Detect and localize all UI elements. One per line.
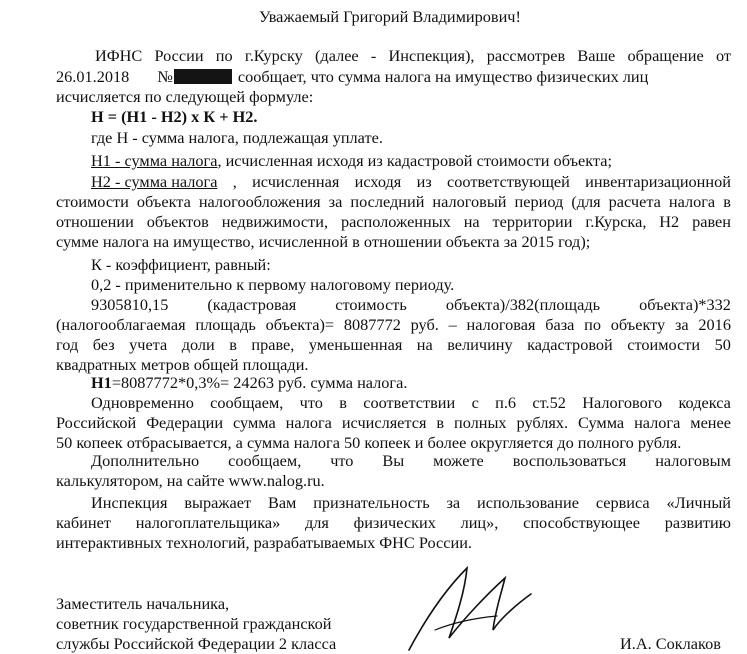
word: из [416,172,432,191]
k-coefficient: К - коэффициент, равный: [91,255,271,274]
word: что [299,393,323,412]
h2-term: Н2 - сумма налога [91,172,218,191]
word: сервиса [595,493,650,512]
word: база [545,315,575,334]
word: рассмотрев [486,46,566,65]
word: использование [477,493,579,512]
letter-date: 26.01.2018 [56,67,130,86]
word: Вы [382,451,405,470]
signatory-title-2: советник государственной гражданской [56,614,332,633]
redacted-number [174,69,232,84]
gratitude-line-3: интерактивных технологий, разрабатываемых ФНС России. [56,533,473,552]
gratitude-line-1 [91,493,731,513]
h2-line-1 [91,172,731,192]
word: Дополнительно [91,451,200,470]
word: Инспекция [91,493,168,512]
word: Одновременно [91,393,194,412]
word: период [514,192,564,211]
formula-where: где Н - сумма налога, подлежащая уплате. [91,128,383,147]
word: год [56,335,79,354]
word: по [215,46,233,65]
intro-line-1 [95,46,731,66]
word: стоимости [56,192,129,211]
intro-line-2-rest: сообщает, что сумма налога на имущество физических лиц [237,67,649,86]
calc-line-3 [56,335,731,355]
word: сообщаем, [210,393,284,412]
word: объекта)*332 [639,295,731,314]
word: сообщаем, [228,451,302,470]
word: сумма [233,413,276,432]
word: налоговым [655,451,731,470]
word: объекта)/382(площадь [445,295,601,314]
word: (далее [315,46,359,65]
tax-formula: Н = (Н1 - Н2) х К + Н2. [91,107,258,126]
k-value: 0,2 - применительно к первому налоговому периоду. [91,275,455,294]
word: соответствии [363,393,456,412]
word: соответствующей [447,172,570,191]
word: России [154,46,204,65]
word: на [416,335,433,354]
intro-line-2 [56,67,648,87]
word: исчисленная [252,172,340,191]
word: величину [447,335,513,354]
word: доли [181,335,215,354]
word: в [436,413,445,432]
word: налогообложения [198,192,321,211]
word: учета [129,335,168,354]
word: недвижимости, [221,212,329,231]
word: Сумма [578,413,625,432]
h2-line-4: сумме налога на имущество, исчисленной в отношении объекта за 2015 год); [56,232,591,251]
word: воспользоваться [512,451,627,470]
word: ИФНС [95,46,143,65]
word: налоговый [432,192,507,211]
word: налогоплательщика» [135,513,281,532]
word: на [463,212,480,231]
word: исчисляется [341,413,427,432]
word: налога [285,413,332,432]
word: способствующее [523,513,640,532]
word: 9305810,15 [91,295,169,314]
word: без [92,335,115,354]
word: , [232,172,237,191]
word: выражает [184,493,252,512]
word: п.6 [495,393,517,412]
word: Вам [267,493,297,512]
word: (кадастровая [207,295,297,314]
word: в [339,393,347,412]
word: менее [690,413,731,432]
calculator-line-1 [91,451,731,471]
word: объекта)= [265,315,335,334]
word: за [674,315,689,334]
h1-term: Н1 - сумма налога [91,151,218,170]
word: налога [668,192,716,211]
word: с [471,393,479,412]
intro-line-3: исчисляется по следующей формуле: [56,87,314,106]
word: инвентаризационной [585,172,731,191]
h2-line-3 [56,212,731,232]
handwritten-signature [405,560,535,654]
word: за [446,493,461,512]
word: Ваше [577,46,616,65]
word: физических [353,513,436,532]
word: Инспекция), [388,46,475,65]
calc-line-2 [56,315,731,335]
word: обращение [627,46,704,65]
word: Российской [56,413,137,432]
word: можете [433,451,484,470]
h1-calculation [91,373,407,393]
h1-calc-text: =8087772*0,3%= 24263 руб. сумма налога. [111,373,408,392]
word: Налогового [582,393,663,412]
word: 8087772 [343,315,401,334]
word: исходя [354,172,402,191]
gratitude-line-2 [56,513,731,533]
word: расположенных [340,212,451,231]
rounding-line-1 [91,393,731,413]
word: за [328,192,343,211]
word: налога [634,413,681,432]
word: от [715,46,731,65]
word: лиц», [460,513,499,532]
rounding-line-3: 50 копеек отбрасывается, а сумма налога 50 копеек и более округляется до полного рубля. [56,433,682,452]
h2-line-1-rest [217,172,731,192]
word: объекта [136,192,191,211]
word: полных [454,413,507,432]
word: что [330,451,354,470]
word: стоимости [627,335,701,354]
word: стоимость [335,295,407,314]
word: – [448,315,457,334]
word: 50 [714,335,731,354]
calc-line-1 [91,295,731,315]
word: (налогооблагаемая [56,315,186,334]
word: кабинет [56,513,111,532]
h1-definition [91,151,612,171]
word: по [584,315,602,334]
word: отношении [56,212,134,231]
word: расчета [608,192,661,211]
greeting: Уважаемый Григорий Владимирович! [259,7,521,26]
h1-definition-rest: , исчисленная исходя из кадастровой стоимости объекта; [217,151,612,170]
word: объекту [610,315,666,334]
word: рублях. [516,413,569,432]
letter-number: № [157,67,173,86]
word: развитию [664,513,731,532]
word: г.Курску [244,46,303,65]
word: налоговая [466,315,536,334]
word: Н2 [659,212,680,231]
calculator-line-2: калькулятором, на сайте www.nalog.ru. [56,471,325,490]
word: для [305,513,329,532]
signatory-name: И.А. Соклаков [620,634,721,653]
word: Федерации [146,413,224,432]
word: кодекса [678,393,731,412]
word: территории [492,212,573,231]
word: в [723,192,731,211]
h1-calc-label: Н1 [91,373,112,392]
word: площадь [195,315,256,334]
word: равен [692,212,731,231]
word: 2016 [698,315,731,334]
calc-line-4: квадратных метров общей площади. [56,355,309,374]
word: «Личный [666,493,731,512]
word: последний [350,192,425,211]
word: руб. [410,315,439,334]
word: - [370,46,377,65]
h2-line-2 [56,192,731,212]
word: кадастровой [527,335,613,354]
signatory-title-3: службы Российской Федерации 2 класса [56,634,337,653]
word: в [229,335,237,354]
word: г.Курска, [585,212,647,231]
signatory-title-1: Заместитель начальника, [56,594,230,613]
word: уменьшенная [308,335,403,354]
word: праве, [251,335,295,354]
word: (для [571,192,601,211]
rounding-line-2 [56,413,731,433]
word: признательность [313,493,430,512]
word: ст.52 [532,393,566,412]
word: объектов [146,212,209,231]
